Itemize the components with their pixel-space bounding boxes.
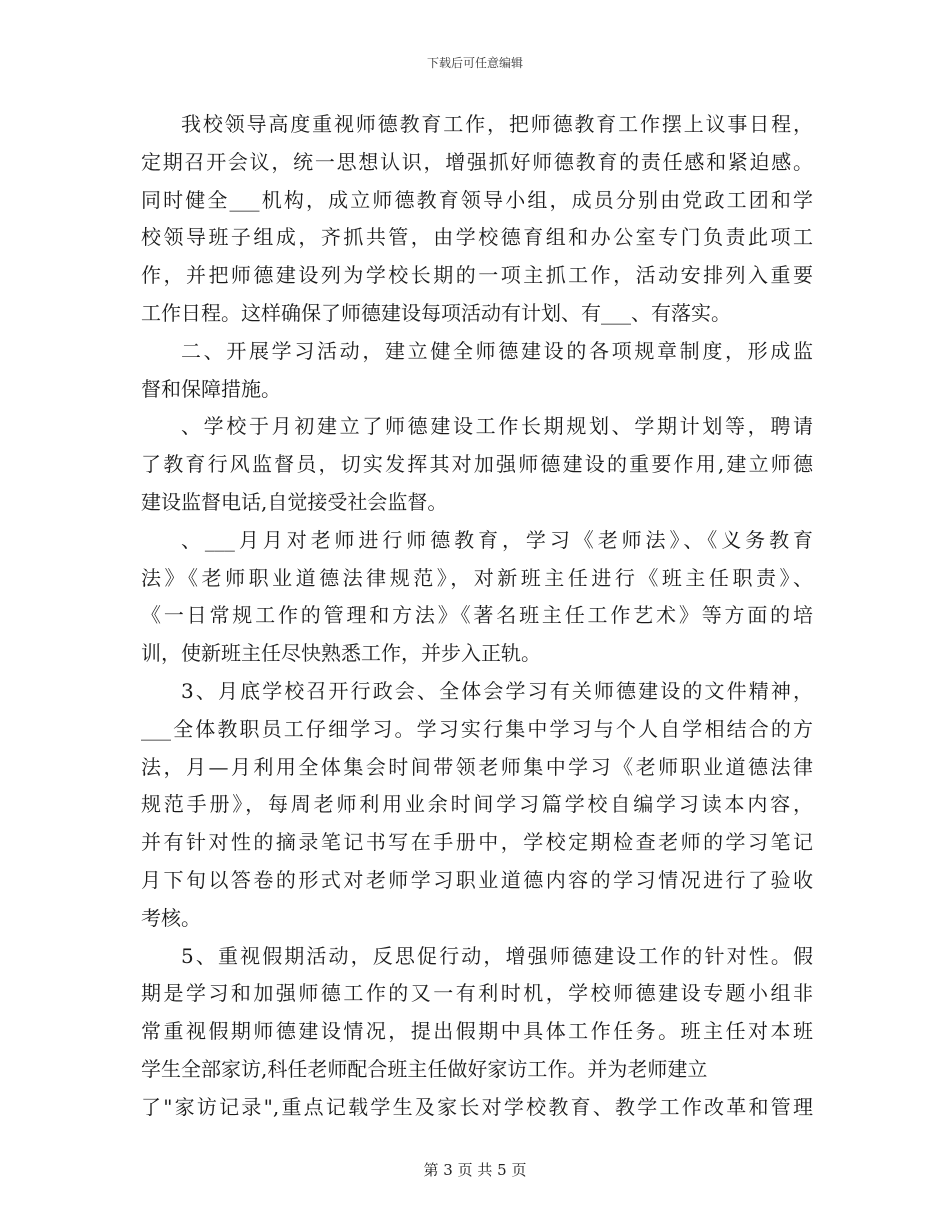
text-line: 建设监督电话,自觉接受社会监督。 <box>141 489 448 514</box>
page-header: 下载后可任意编辑 <box>426 56 523 70</box>
document-body <box>141 106 813 1127</box>
text-line: 3、月底学校召开行政会、全体会学习有关师德建设的文件精神， <box>181 678 813 703</box>
text-line: 并有针对性的摘录笔记书写在手册中，学校定期检查老师的学习笔记 <box>141 830 813 855</box>
text-line: 期是学习和加强师德工作的又一有利时机，学校师德建设专题小组非 <box>141 981 813 1006</box>
text-line: 作，并把师德建设列为学校长期的一项主抓工作，活动安排列入重要 <box>141 263 813 288</box>
text-line: 了教育行风监督员，切实发挥其对加强师德建设的重要作用,建立师德 <box>141 452 813 477</box>
text-line: 训，使新班主任尽快熟悉工作，并步入正轨。 <box>141 641 541 666</box>
text-line: 考核。 <box>141 905 201 930</box>
text-line: 了"家访记录",重点记载学生及家长对学校教育、教学工作改革和管理 <box>141 1094 813 1119</box>
text-line: 同时健全___机构，成立师德教育领导小组，成员分别由党政工团和学 <box>141 187 813 212</box>
text-line: 常重视假期师德建设情况，提出假期中具体工作任务。班主任对本班 <box>141 1019 813 1044</box>
page-footer: 第 3 页 共 5 页 <box>423 1161 527 1179</box>
text-line: 法》《老师职业道德法律规范》，对新班主任进行《班主任职责》、 <box>141 565 813 590</box>
text-line: ___全体教职员工仔细学习。学习实行集中学习与个人自学相结合的方 <box>141 716 813 741</box>
text-line: 工作日程。这样确保了师德建设每项活动有计划、有___、有落实。 <box>141 300 731 325</box>
text-line: 二、开展学习活动，建立健全师德建设的各项规章制度，形成监 <box>181 338 813 363</box>
text-line: 学生全部家访,科任老师配合班主任做好家访工作。并为老师建立 <box>141 1056 708 1081</box>
text-line: 5、重视假期活动，反思促行动，增强师德建设工作的针对性。假 <box>181 943 813 968</box>
text-line: 校领导班子组成，齐抓共管，由学校德育组和办公室专门负责此项工 <box>141 225 813 250</box>
text-line: 、___月月对老师进行师德教育，学习《老师法》、《义务教育 <box>181 527 813 552</box>
text-line: 我校领导高度重视师德教育工作，把师德教育工作摆上议事日程， <box>181 112 813 136</box>
text-line: 法，月—月利用全体集会时间带领老师集中学习《老师职业道德法律 <box>141 754 813 779</box>
text-line: 定期召开会议，统一思想认识，增强抓好师德教育的责任感和紧迫感。 <box>141 149 813 174</box>
text-line: 月下旬以答卷的形式对老师学习职业道德内容的学习情况进行了验收 <box>141 867 813 892</box>
text-line: 规范手册》，每周老师利用业余时间学习篇学校自编学习读本内容， <box>141 792 813 817</box>
text-line: 、学校于月初建立了师德建设工作长期规划、学期计划等，聘请 <box>181 414 813 439</box>
text-line: 督和保障措施。 <box>141 376 281 401</box>
text-line: 《一日常规工作的管理和方法》《著名班主任工作艺术》等方面的培 <box>141 603 813 628</box>
